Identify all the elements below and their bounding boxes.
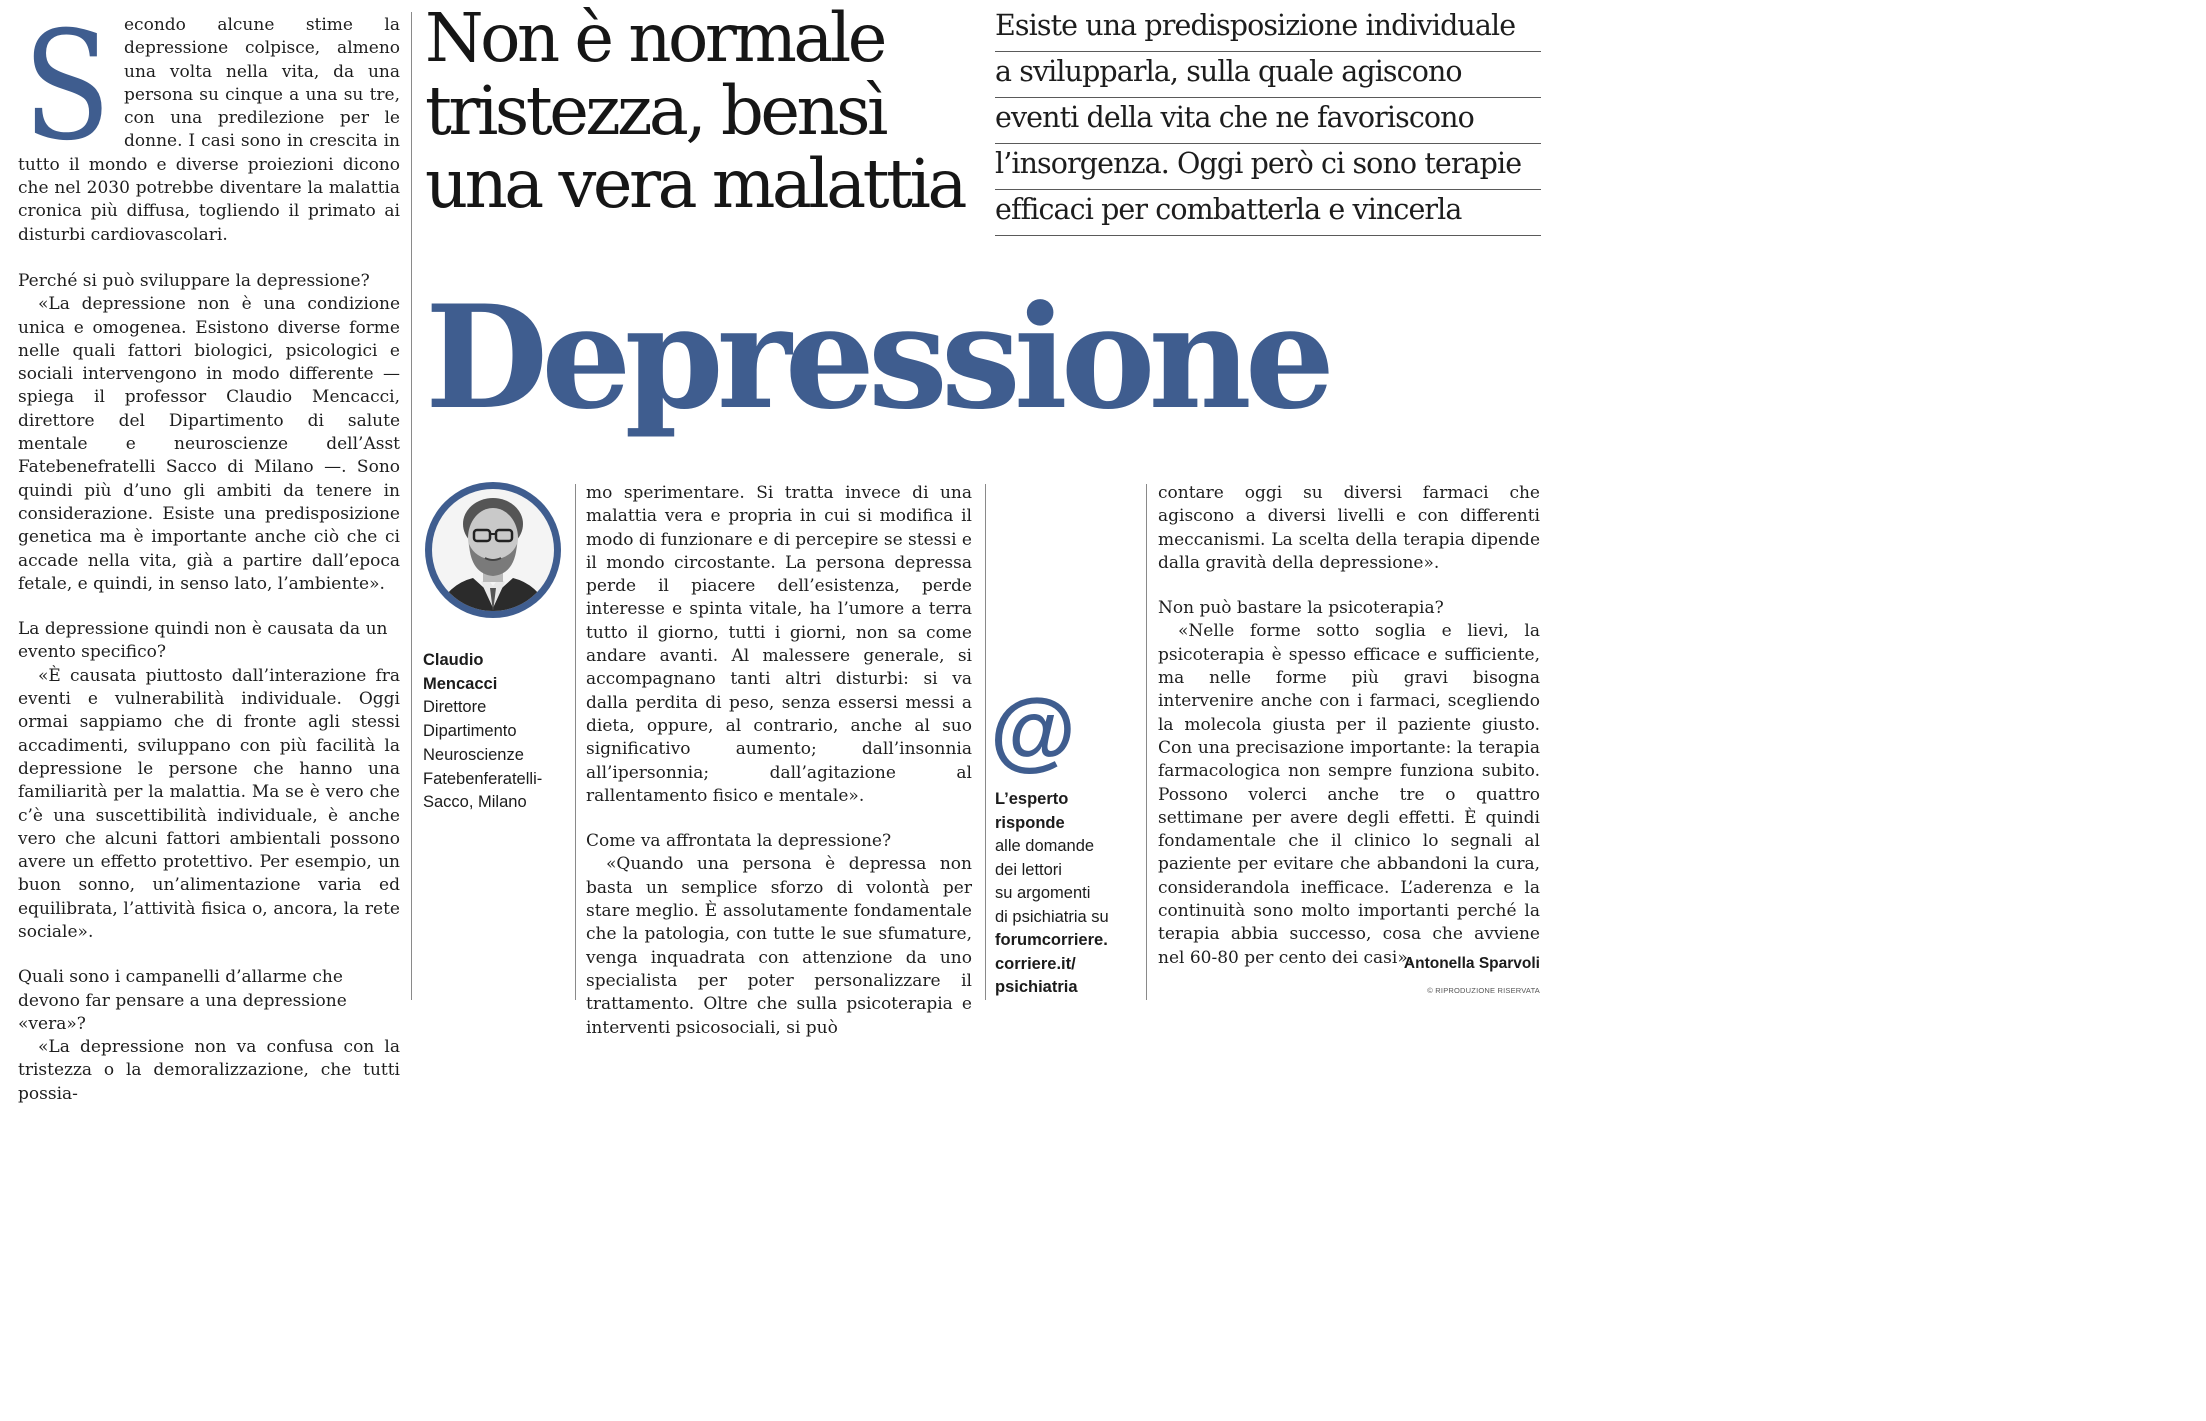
column-divider bbox=[411, 12, 412, 1000]
continued-paragraph: contare oggi su diversi farmaci che agiscono a diversi livelli e con differenti meccanismi. La scelta della terapia dipende dalla gravità della depressione». bbox=[1158, 483, 1540, 573]
forum-caption bbox=[995, 788, 1135, 1000]
forum-text: dei lettori bbox=[995, 860, 1062, 879]
question-5: Non può bastare la psicoterapia? bbox=[1158, 598, 1444, 619]
question-3: Quali sono i campanelli d’allarme che devono far pensare a una depressione «vera»? bbox=[18, 967, 347, 1034]
column-divider bbox=[1146, 484, 1147, 1000]
expert-caption bbox=[423, 649, 573, 815]
continued-paragraph: mo sperimentare. Si tratta invece di una malattia vera e propria in cui si modifica il modo di funzionare e di percepire se stessi e il mondo circostante. La persona depressa perde il piacere dell’esistenza, perde interesse e spinta vitale, ha l’umore a terra tutto il giorno, tutti i giorni, non sa come andare avanti. Al malessere generale, si accompagnano tanti altri disturbi: si va dalla perdita di peso, senza essersi messi a dieta, oppure, al contrario, anche al suo significativo aumento; dall’insonnia all’ipersonnia; dall’agitazione al rallentamento fisico e mentale». bbox=[586, 483, 972, 806]
summary-line: efficaci per combatterla e vincerla bbox=[995, 190, 1541, 236]
expert-role: Dipartimento bbox=[423, 722, 517, 741]
answer-4: «Quando una persona è depressa non basta un semplice sforzo di volontà per stare meglio. È assolutamente fondamentale che la patologia, con tutte le sue sfumature, venga inquadrata con attenzione da uno specialista per poter personalizzare il trattamento. Oltre che sulla psicoterapia e interventi psicosociali, si può bbox=[586, 854, 972, 1038]
expert-role: Sacco, Milano bbox=[423, 793, 527, 812]
copyright-notice: © RIPRODUZIONE RISERVATA bbox=[1427, 986, 1540, 995]
answer-1: «La depressione non è una condizione unica e omogenea. Esistono diverse forme nelle quali fattori biologici, psicologici e sociali intervengono in modo differente — spiega il professor Claudio Mencacci, direttore del Dipartimento di salute mentale e neuroscienze dell’Asst Fatebenefratelli Sacco di Milano —. Sono quindi più d’uno gli ambiti da tenere in considerazione. Esiste una predisposizione genetica ma è importante anche ciò che ci accade nella vita, già a partire dall’epoca fetale, e quindi, in senso lato, l’ambiente». bbox=[18, 294, 400, 594]
summary-line: Esiste una predisposizione individuale bbox=[995, 6, 1541, 52]
author-byline: Antonella Sparvoli bbox=[1403, 955, 1540, 972]
headline bbox=[425, 2, 985, 221]
summary-box bbox=[995, 6, 1541, 236]
answer-3: «La depressione non va confusa con la tristezza o la demoralizzazione, che tutti possia- bbox=[18, 1037, 400, 1104]
headline-line: Non è normale bbox=[425, 0, 884, 77]
column-right bbox=[1158, 482, 1540, 970]
question-2: La depressione quindi non è causata da un evento specifico? bbox=[18, 619, 388, 663]
expert-role: Direttore bbox=[423, 698, 487, 717]
forum-link[interactable]: corriere.it/ bbox=[995, 954, 1076, 973]
intro-paragraph bbox=[18, 0, 400, 247]
portrait-image bbox=[421, 478, 565, 622]
drop-cap-letter: S bbox=[23, 0, 111, 174]
forum-title: risponde bbox=[995, 813, 1065, 832]
expert-role: Fatebenferatelli- bbox=[423, 769, 543, 788]
section-title: Depressione bbox=[425, 275, 1329, 441]
drop-cap-glyph bbox=[18, 0, 116, 174]
forum-link[interactable]: psichiatria bbox=[995, 978, 1078, 996]
forum-text: su argomenti bbox=[995, 884, 1091, 902]
answer-5: «Nelle forme sotto soglia e lievi, la psicoterapia è spesso efficace e sufficiente, ma nelle forme più gravi bisogna intervenire anche con i farmaci, scegliendo la molecola giusta per il paziente giusto. Con una precisazione importante: la terapia farmacologica non sempre funziona subito. Possono volerci anche tre o quattro settimane per avere degli effetti. È quindi fondamentale che il clinico lo segnali al paziente per evitare che abbandoni la cura, considerandola inefficace. L’aderenza e la continuità sono molto importanti perché la terapia abbia successo, cosa che avviene nel 60-80 per cento dei casi». bbox=[1158, 621, 1540, 968]
headline-line: una vera malattia bbox=[425, 145, 964, 223]
answer-2: «È causata piuttosto dall’interazione fra eventi e vulnerabilità individuale. Oggi ormai sappiamo che di fronte agli stessi accadimenti, sviluppano con più facilità la depressione le persone che hanno una familiarità per la malattia. Ma se è vero che c’è una suscettibilità individuale, è anche vero che alcuni fattori ambientali possono avere un effetto protettivo. Per esempio, un buon sonno, un’alimentazione varia ed equilibrata, l’attività fisica o, ancora, la rete sociale». bbox=[18, 665, 400, 942]
summary-line: l’insorgenza. Oggi però ci sono terapie bbox=[995, 144, 1541, 190]
column-left bbox=[18, 0, 400, 1106]
column-divider bbox=[985, 484, 986, 1000]
summary-line: a svilupparla, sulla quale agiscono bbox=[995, 52, 1541, 98]
headline-line: tristezza, bensì bbox=[425, 72, 885, 150]
expert-name: Claudio bbox=[423, 651, 484, 669]
question-1: Perché si può sviluppare la depressione? bbox=[18, 270, 370, 291]
at-icon: @ bbox=[990, 680, 1076, 779]
intro-text: econdo alcune stime la depressione colpisce, almeno una volta nella vita, da una persona su cinque a una su tre, con una predilezione per le donne. I casi sono in crescita in tutto il mondo e diverse proiezioni dicono che nel 2030 potrebbe diventare la malattia cronica più diffusa, togliendo il primato ai disturbi cardiovascolari. bbox=[18, 15, 400, 245]
forum-text: di psichiatria su bbox=[995, 907, 1109, 926]
expert-name: Mencacci bbox=[423, 674, 498, 693]
expert-portrait bbox=[421, 478, 565, 622]
forum-link[interactable]: forumcorriere. bbox=[995, 931, 1108, 949]
column-divider bbox=[575, 484, 576, 1000]
expert-role: Neuroscienze bbox=[423, 745, 524, 764]
drop-cap bbox=[18, 0, 116, 174]
summary-line: eventi della vita che ne favoriscono bbox=[995, 98, 1541, 144]
column-middle bbox=[586, 482, 972, 1040]
forum-title: L’esperto bbox=[995, 790, 1069, 808]
question-4: Come va affrontata la depressione? bbox=[586, 831, 892, 852]
forum-text: alle domande bbox=[995, 837, 1095, 855]
